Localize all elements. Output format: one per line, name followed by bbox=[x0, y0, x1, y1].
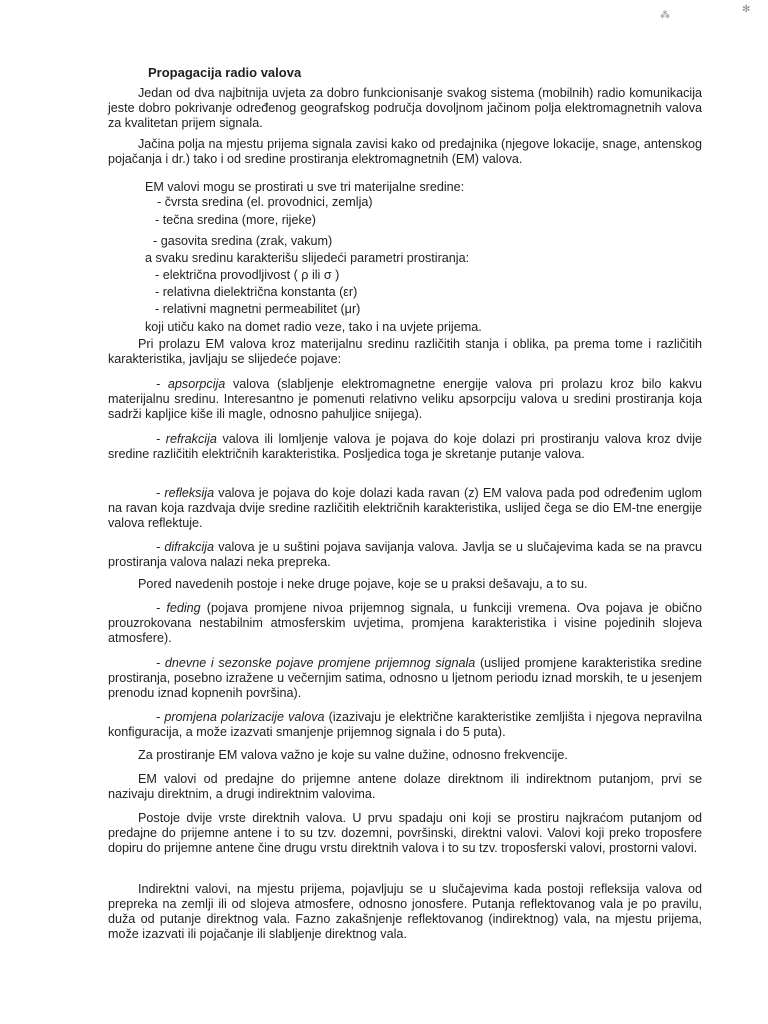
scan-speck: ⁂ bbox=[660, 10, 670, 21]
media-intro: EM valovi mogu se prostirati u sve tri materijalne sredine: bbox=[145, 180, 465, 194]
term-refraction: - refrakcija bbox=[156, 432, 217, 446]
paragraph-absorption: - apsorpcija valova (slabljenje elektromagnetne energije valova pri prolazu kroz bilo kakvu materijalnu sredinu. Interesantno je pomenuti relativno veliku apsorpciju valova u sredini prostiranja koja sadrži kapljice kiše ili magle, odnosno pahuljice snijega). bbox=[108, 377, 702, 421]
list-item: - električna provodljivost ( ρ ili σ ) bbox=[155, 268, 340, 282]
paragraph-refraction: - refrakcija valova ili lomljenje valova je pojava do koje dolazi pri prostiranju valova kroz dvije sredine različitih električnih karakteristika. Posljedica toga je skretanje putanje valova. bbox=[108, 432, 702, 461]
paragraph-other-phenomena: Pored navedenih postoje i neke druge pojave, koje se u praksi dešavaju, a to su. bbox=[138, 577, 588, 591]
parameters-list bbox=[145, 251, 482, 335]
term-daily-seasonal: - dnevne i sezonske pojave promjene prijemnog signala bbox=[156, 656, 476, 670]
paragraph-direct-waves: Postoje dvije vrste direktnih valova. U prvu spadaju oni koji se prostiru najkraćom putanjom od predajne do prijemne antene i to su tzv. dozemni, površinski, direktni valovi. Valovi koji preko troposfere dopiru do prijemne antene čine drugu vrstu direktnih valova i to su tzv. troposferski valovi, prostorni valovi. bbox=[108, 811, 702, 855]
paragraph-phenomena: Pri prolazu EM valova kroz materijalnu sredinu različitih stanja i oblika, pa prema tome i različitih karakteristika, javljaju se slijedeće pojave: bbox=[108, 337, 702, 366]
paragraph-direct-indirect: EM valovi od predajne do prijemne antene dolaze direktnom ili indirektnom putanjom, prvi se nazivaju direktnim, a drugi indirektnim valovima. bbox=[108, 772, 702, 801]
scan-speck: ✻ bbox=[742, 4, 751, 15]
media-list bbox=[145, 180, 464, 249]
term-fading: - feding bbox=[156, 601, 201, 615]
list-item: - relativna dielektrična konstanta (εr) bbox=[155, 285, 358, 299]
list-item: - tečna sredina (more, rijeke) bbox=[155, 213, 316, 227]
term-polarization: - promjena polarizacije valova bbox=[156, 710, 325, 724]
parameters-outro: koji utiču kako na domet radio veze, tako i na uvjete prijema. bbox=[145, 320, 482, 334]
paragraph-indirect-waves: Indirektni valovi, na mjestu prijema, pojavljuju se u slučajevima kada postoji refleksija valova od prepreka na zemlji ili od slojeva atmosfere, odnosno jonosfere. Putanja reflektovanog vala je po pravilu, duža od putanje direktnog vala. Fazno zakašnjenje reflektovanog (indirektnog) vala, na mjestu prijema, može izazvati ili pojačanje ili slabljenje direktnog vala. bbox=[108, 882, 702, 941]
term-reflection: - refleksija bbox=[156, 486, 215, 500]
term-absorption: - apsorpcija bbox=[156, 377, 226, 391]
paragraph-intro: Jedan od dva najbitnija uvjeta za dobro funkcionisanje svakog sistema (mobilnih) radio komunikacija jeste dobro pokrivanje određenog geografskog područja dovoljnom jačinom polja elektromagnetnih valova za kvalitetan prijem signala. bbox=[108, 86, 702, 130]
paragraph-daily-seasonal: - dnevne i sezonske pojave promjene prijemnog signala (uslijed promjene karakteristika sredine prostiranja, posebno izražene u večernjim satima, odnosno u ljetnom periodu iznad morskih, te u jesenjem prenodu iznad kopnenih površina). bbox=[108, 656, 702, 700]
parameters-intro: a svaku sredinu karakterišu slijedeći parametri prostiranja: bbox=[145, 251, 470, 265]
paragraph-polarization: - promjena polarizacije valova (izazivaju je električne karakteristike zemljišta i njegova nepravilna konfiguracija, a može izazvati smanjenje prijemnog signala i do 5 puta). bbox=[108, 710, 702, 739]
paragraph-fading: - feding (pojava promjene nivoa prijemnog signala, u funkciji vremena. Ova pojava je obično prouzrokovana nestabilnim atmosferskim uvjetima, promjena karakteristika i visine pojedinih slojeva atmosfere). bbox=[108, 601, 702, 645]
list-item: - gasovita sredina (zrak, vakum) bbox=[153, 234, 333, 248]
paragraph-diffraction: - difrakcija valova je u suštini pojava savijanja valova. Javlja se u slučajevima kada se na pravcu prostiranja valova nalazi neka prepreka. bbox=[108, 540, 702, 569]
term-diffraction: - difrakcija bbox=[156, 540, 215, 554]
list-item: - čvrsta sredina (el. provodnici, zemlja) bbox=[157, 195, 373, 209]
paragraph-field-strength: Jačina polja na mjestu prijema signala zavisi kako od predajnika (njegove lokacije, snage, antenskog pojačanja i dr.) tako i od sredine prostiranja elektromagnetnih (EM) valova. bbox=[108, 137, 702, 166]
paragraph-reflection: - refleksija valova je pojava do koje dolazi kada ravan (z) EM valova pada pod određenim uglom na ravan koja razdvaja dvije sredine različitih električnih karakteristika, uslijed čega se dio EM-tne energije valova reflektuje. bbox=[108, 486, 702, 530]
list-item: - relativni magnetni permeabilitet (μr) bbox=[155, 302, 361, 316]
page-title: Propagacija radio valova bbox=[148, 65, 302, 80]
paragraph-wavelengths: Za prostiranje EM valova važno je koje su valne dužine, odnosno frekvencije. bbox=[138, 748, 568, 762]
